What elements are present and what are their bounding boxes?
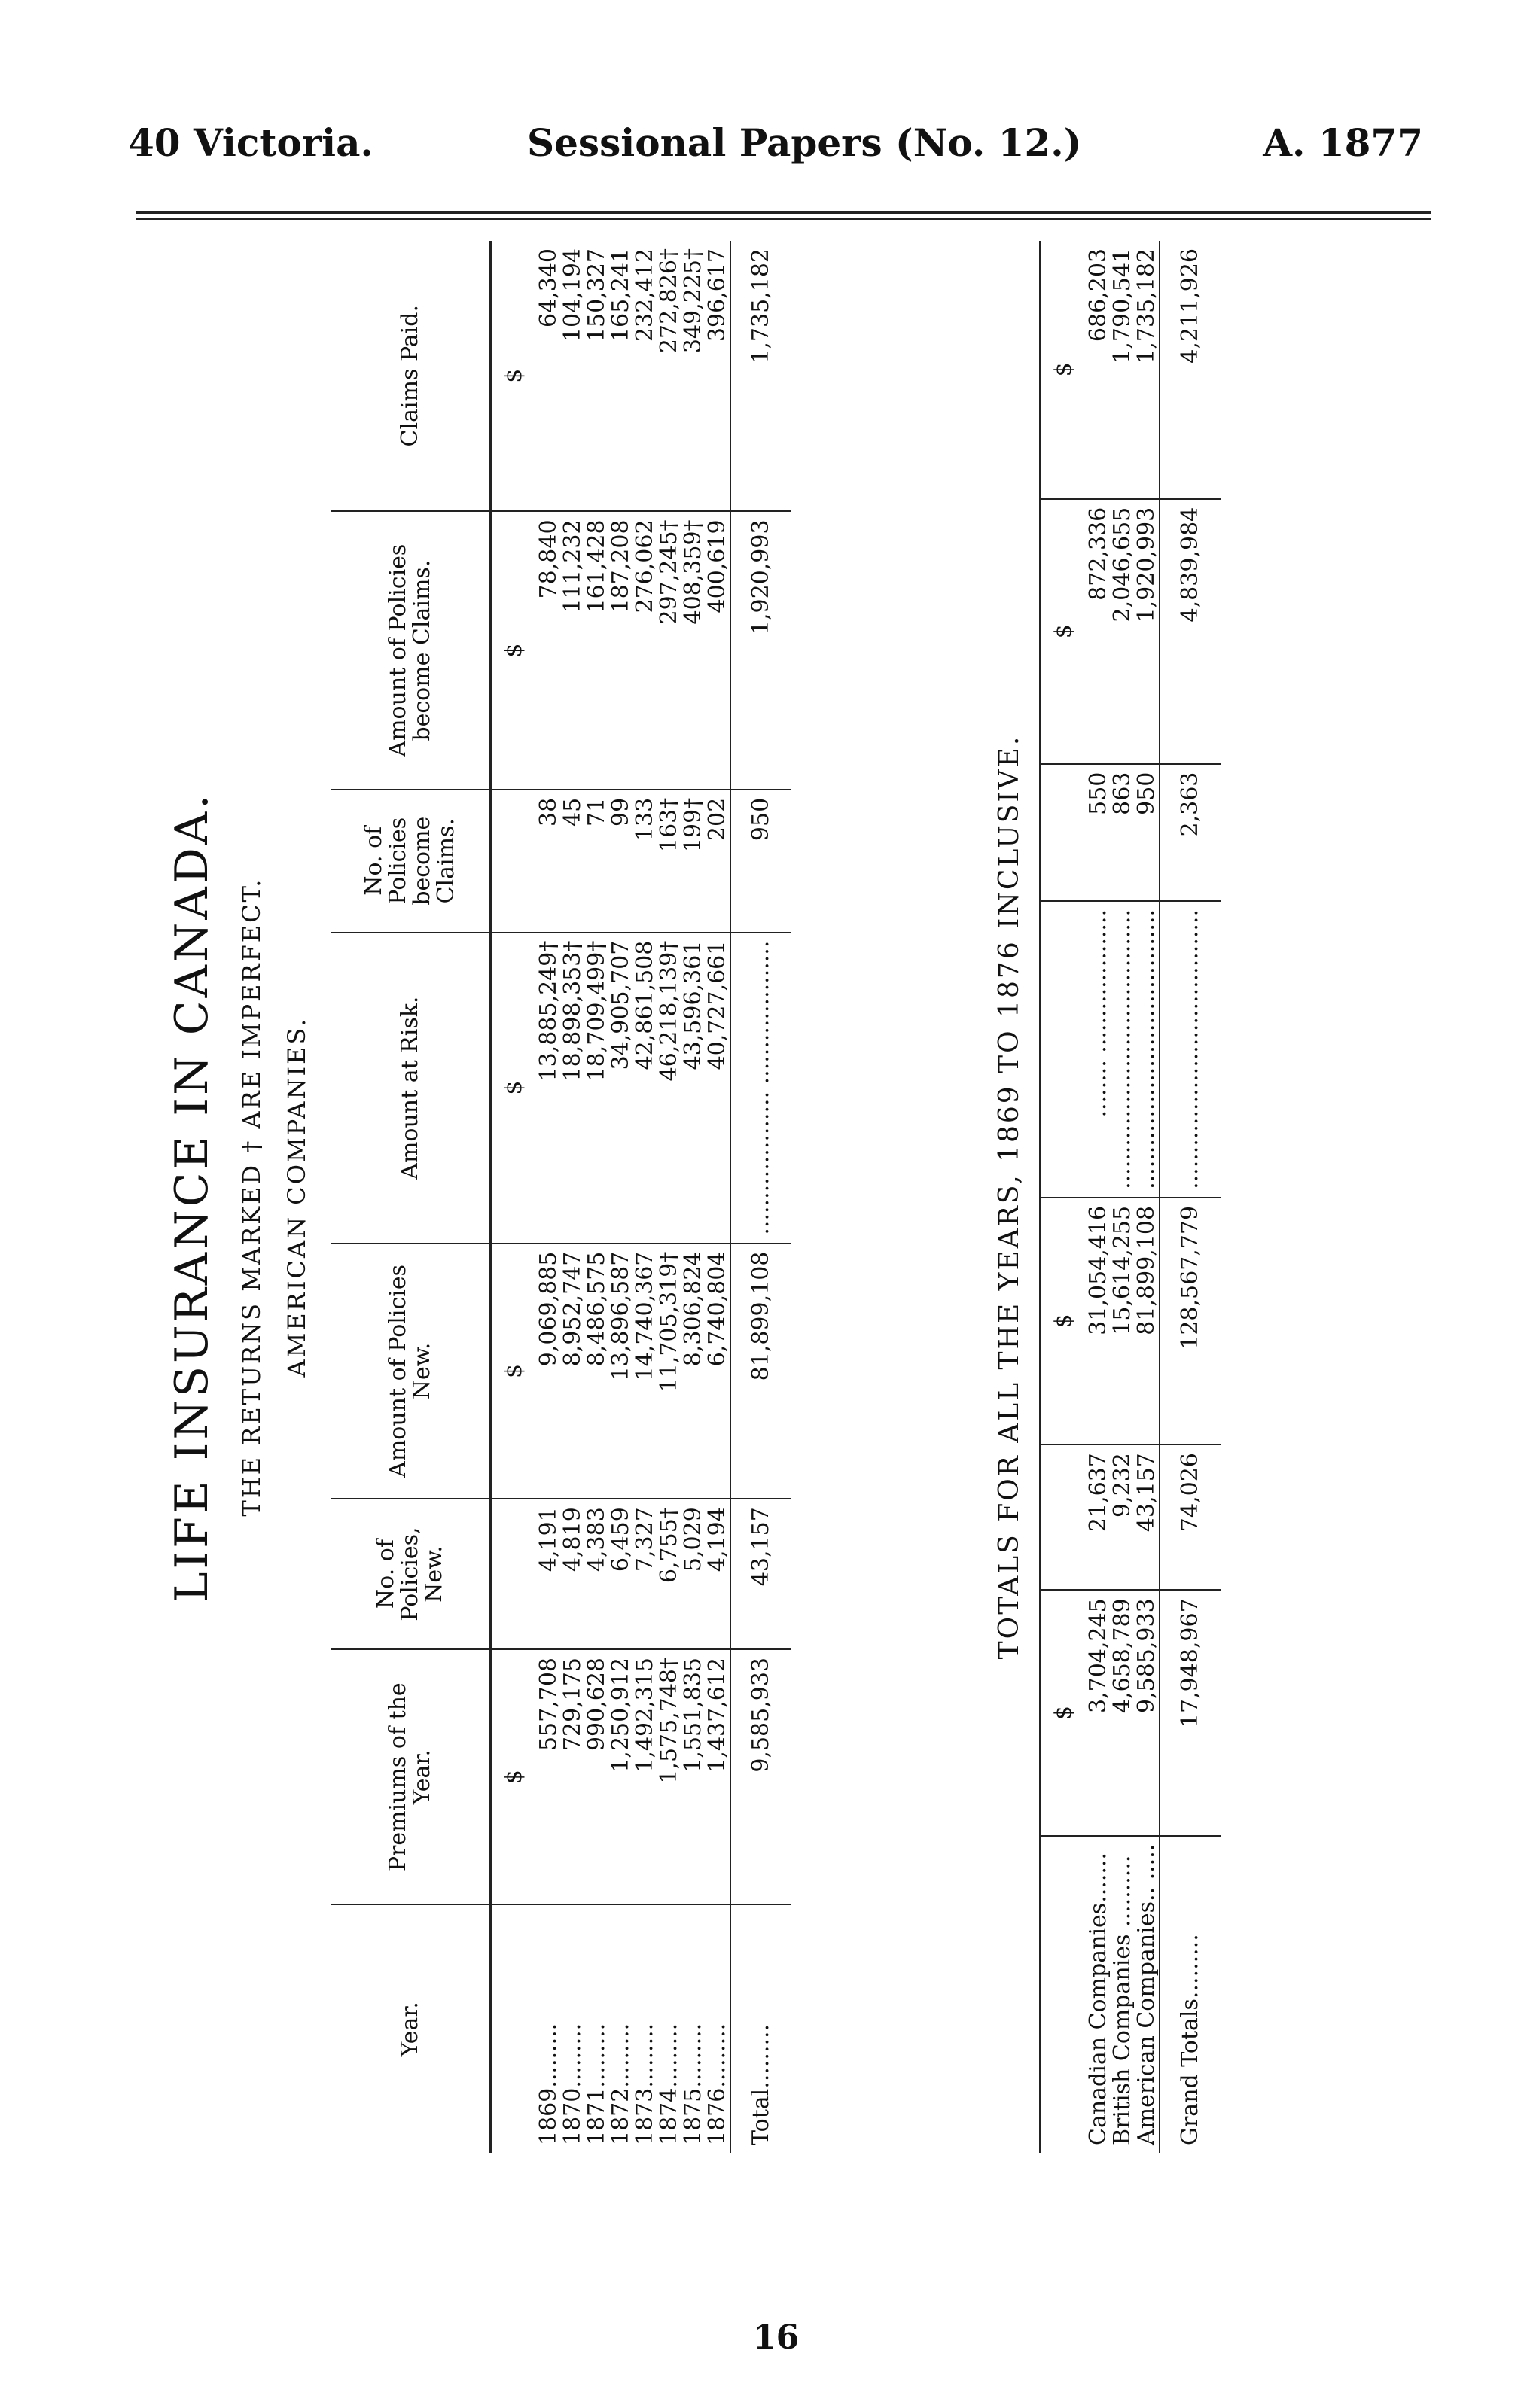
running-head — [128, 120, 1423, 188]
policies-cell: 6,755† — [657, 1499, 681, 1649]
col-claims-paid: Claims Paid. — [331, 241, 491, 511]
table-row — [633, 241, 657, 2153]
no-claims-cell: 99 — [609, 790, 633, 933]
no-claims-cell: 863 — [1111, 764, 1135, 901]
claims-paid-cell: 1,735,182 — [1135, 241, 1160, 499]
amount-claims-cell: 2,046,655 — [1111, 499, 1135, 764]
year-cell: 1876......... — [704, 2023, 730, 2145]
col-no-claims: No. of Policies become Claims. — [331, 790, 491, 933]
dollar-cell-empty — [491, 1499, 538, 1649]
policies-cell: 43,157 — [1135, 1444, 1160, 1590]
policies-cell: 7,327 — [633, 1499, 657, 1649]
grand-total-label: Grand Totals......... — [1160, 1836, 1221, 2153]
no-claims-cell: 950 — [1135, 764, 1160, 901]
year-cell: 1870......... — [559, 2023, 586, 2145]
dollar-cell-empty — [1041, 1444, 1087, 1590]
grand-total-policies: 74,026 — [1160, 1444, 1221, 1590]
premiums-cell: 1,551,835 — [681, 1649, 706, 1905]
grand-total-row — [1160, 241, 1221, 2153]
policies-cell: 5,029 — [681, 1499, 706, 1649]
premiums-cell: 1,575,748† — [657, 1649, 681, 1905]
dollar-sign: $ — [1041, 1198, 1087, 1444]
premiums-cell: 990,628 — [585, 1649, 609, 1905]
table-row — [657, 241, 681, 2153]
policies-cell: 4,819 — [561, 1499, 585, 1649]
claims-paid-cell: 165,241 — [609, 241, 633, 511]
table-row — [681, 241, 706, 2153]
amount-claims-cell: 187,208 — [609, 511, 633, 789]
col-risk: Amount at Risk. — [331, 933, 491, 1244]
table-row — [537, 241, 561, 2153]
premiums-cell: 1,492,315 — [633, 1649, 657, 1905]
premiums-cell: 729,175 — [561, 1649, 585, 1905]
dollar-sign: $ — [1041, 499, 1087, 764]
claims-paid-cell: 686,203 — [1087, 241, 1111, 499]
no-claims-cell: 202 — [706, 790, 730, 933]
amount-claims-cell: 78,840 — [537, 511, 561, 789]
table-row — [585, 241, 609, 2153]
total-amount-claims: 1,920,993 — [730, 511, 791, 789]
amount-claims-cell: 1,920,993 — [1135, 499, 1160, 764]
total-risk: .................... .................... — [730, 933, 791, 1244]
premiums-cell: 4,658,789 — [1111, 1590, 1135, 1835]
claims-paid-cell: 232,412 — [633, 241, 657, 511]
premiums-cell: 9,585,933 — [1135, 1590, 1160, 1835]
claims-paid-cell: 1,790,541 — [1111, 241, 1135, 499]
col-year: Year. — [331, 1904, 491, 2153]
amount-new-cell: 6,740,804 — [706, 1244, 730, 1499]
risk-cell: 42,861,508 — [633, 933, 657, 1244]
company-label: American Companies.. ..... — [1133, 1843, 1160, 2145]
company-label: Canadian Companies....... — [1085, 1852, 1111, 2145]
policies-cell: 9,232 — [1111, 1444, 1135, 1590]
col-amount-new: Amount of Policies New. — [331, 1244, 491, 1499]
risk-cell: 18,898,353† — [561, 933, 585, 1244]
amount-new-cell: 8,952,747 — [561, 1244, 585, 1499]
dollar-cell-empty — [1041, 901, 1087, 1198]
amount-new-cell: 11,705,319† — [657, 1244, 681, 1499]
amount-claims-cell: 111,232 — [561, 511, 585, 789]
rotated-table-page — [136, 233, 1431, 2160]
amount-new-cell: 81,899,108 — [1135, 1198, 1160, 1444]
amount-new-cell: 9,069,885 — [537, 1244, 561, 1499]
totals-row — [1087, 241, 1111, 2153]
risk-cell: ....................................... — [1135, 901, 1160, 1198]
policies-cell: 4,191 — [537, 1499, 561, 1649]
policies-cell: 6,459 — [609, 1499, 633, 1649]
grand-total-amount-claims: 4,839,984 — [1160, 499, 1221, 764]
year-cell: 1873......... — [632, 2023, 658, 2145]
grand-total-claims-paid: 4,211,926 — [1160, 241, 1221, 499]
amount-claims-cell: 400,619 — [706, 511, 730, 789]
no-claims-cell: 550 — [1087, 764, 1111, 901]
header-rule-thin — [136, 218, 1431, 220]
dollar-cell-empty — [491, 1904, 538, 2153]
totals-row — [1111, 241, 1135, 2153]
amount-new-cell: 31,054,416 — [1087, 1198, 1111, 1444]
table-row — [561, 241, 585, 2153]
dollar-cell-empty — [1041, 764, 1087, 901]
no-claims-cell: 45 — [561, 790, 585, 933]
dollar-sign: $ — [491, 1649, 538, 1905]
risk-cell: 13,885,249† — [537, 933, 561, 1244]
dollar-sign: $ — [1041, 241, 1087, 499]
dollar-cell-empty — [1041, 1836, 1087, 2153]
header-center: Sessional Papers (No. 12.) — [527, 120, 1082, 165]
total-premiums: 9,585,933 — [730, 1649, 791, 1905]
risk-cell: 43,596,361 — [681, 933, 706, 1244]
header-rule — [136, 211, 1431, 214]
total-claims-paid: 1,735,182 — [730, 241, 791, 511]
dollar-sign: $ — [1041, 1590, 1087, 1835]
claims-paid-cell: 150,327 — [585, 241, 609, 511]
amount-claims-cell: 872,336 — [1087, 499, 1111, 764]
amount-claims-cell: 161,428 — [585, 511, 609, 789]
no-claims-cell: 163† — [657, 790, 681, 933]
premiums-cell: 557,708 — [537, 1649, 561, 1905]
header-row — [331, 241, 491, 2153]
no-claims-cell: 199† — [681, 790, 706, 933]
year-cell: 1874......... — [656, 2023, 682, 2145]
dollar-row — [1041, 241, 1087, 2153]
risk-cell: ....................................... — [1111, 901, 1135, 1198]
year-cell: 1871......... — [584, 2023, 610, 2145]
american-companies-table — [331, 241, 791, 2153]
claims-paid-cell: 104,194 — [561, 241, 585, 511]
premiums-cell: 1,437,612 — [706, 1649, 730, 1905]
grand-total-premiums: 17,948,967 — [1160, 1590, 1221, 1835]
amount-new-cell: 14,740,367 — [633, 1244, 657, 1499]
dollar-row — [491, 241, 538, 2153]
page-title: LIFE INSURANCE IN CANADA. — [166, 791, 218, 1603]
claims-paid-cell: 349,225† — [681, 241, 706, 511]
dollar-sign: $ — [491, 511, 538, 789]
col-policies-new: No. of Policies, New. — [331, 1499, 491, 1649]
amount-claims-cell: 408,359† — [681, 511, 706, 789]
no-claims-cell: 133 — [633, 790, 657, 933]
year-cell: 1872......... — [608, 2023, 634, 2145]
claims-paid-cell: 396,617 — [706, 241, 730, 511]
dollar-sign: $ — [491, 1244, 538, 1499]
header-right: A. 1877 — [1263, 120, 1423, 165]
section-title: AMERICAN COMPANIES. — [282, 1016, 311, 1378]
amount-claims-cell: 276,062 — [633, 511, 657, 789]
grand-total-risk: ....................................... — [1160, 901, 1221, 1198]
totals-title: TOTALS FOR ALL THE YEARS, 1869 TO 1876 INCLUSIVE. — [994, 734, 1025, 1660]
claims-paid-cell: 272,826† — [657, 241, 681, 511]
policies-cell: 21,637 — [1087, 1444, 1111, 1590]
premiums-cell: 3,704,245 — [1087, 1590, 1111, 1835]
total-amount-new: 81,899,108 — [730, 1244, 791, 1499]
premiums-cell: 1,250,912 — [609, 1649, 633, 1905]
risk-cell: 34,905,707 — [609, 933, 633, 1244]
amount-new-cell: 15,614,255 — [1111, 1198, 1135, 1444]
dollar-sign: $ — [491, 241, 538, 511]
table-row — [706, 241, 730, 2153]
totals-row — [1135, 241, 1160, 2153]
total-row — [730, 241, 791, 2153]
grand-total-no-claims: 2,363 — [1160, 764, 1221, 901]
page-number: 16 — [753, 2318, 800, 2357]
claims-paid-cell: 64,340 — [537, 241, 561, 511]
amount-claims-cell: 297,245† — [657, 511, 681, 789]
col-premiums: Premiums of the Year. — [331, 1649, 491, 1905]
amount-new-cell: 13,896,587 — [609, 1244, 633, 1499]
table-row — [609, 241, 633, 2153]
total-no-claims: 950 — [730, 790, 791, 933]
total-policies: 43,157 — [730, 1499, 791, 1649]
grand-total-amount-new: 128,567,779 — [1160, 1198, 1221, 1444]
risk-cell: ........ .................... — [1087, 901, 1111, 1198]
year-cell: 1869......... — [535, 2023, 562, 2145]
header-left: 40 Victoria. — [128, 120, 373, 165]
policies-cell: 4,194 — [706, 1499, 730, 1649]
amount-new-cell: 8,306,824 — [681, 1244, 706, 1499]
risk-cell: 18,709,499† — [585, 933, 609, 1244]
totals-table — [1039, 241, 1221, 2153]
page-subtitle: THE RETURNS MARKED † ARE IMPERFECT. — [237, 877, 266, 1517]
company-label: British Companies .......... — [1109, 1855, 1135, 2145]
amount-new-cell: 8,486,575 — [585, 1244, 609, 1499]
risk-cell: 46,218,139† — [657, 933, 681, 1244]
no-claims-cell: 38 — [537, 790, 561, 933]
risk-cell: 40,727,661 — [706, 933, 730, 1244]
col-amount-claims: Amount of Policies become Claims. — [331, 511, 491, 789]
year-cell: 1875......... — [680, 2023, 706, 2145]
total-label: Total......... — [730, 1904, 791, 2153]
dollar-sign: $ — [491, 933, 538, 1244]
no-claims-cell: 71 — [585, 790, 609, 933]
dollar-cell-empty — [491, 790, 538, 933]
policies-cell: 4,383 — [585, 1499, 609, 1649]
